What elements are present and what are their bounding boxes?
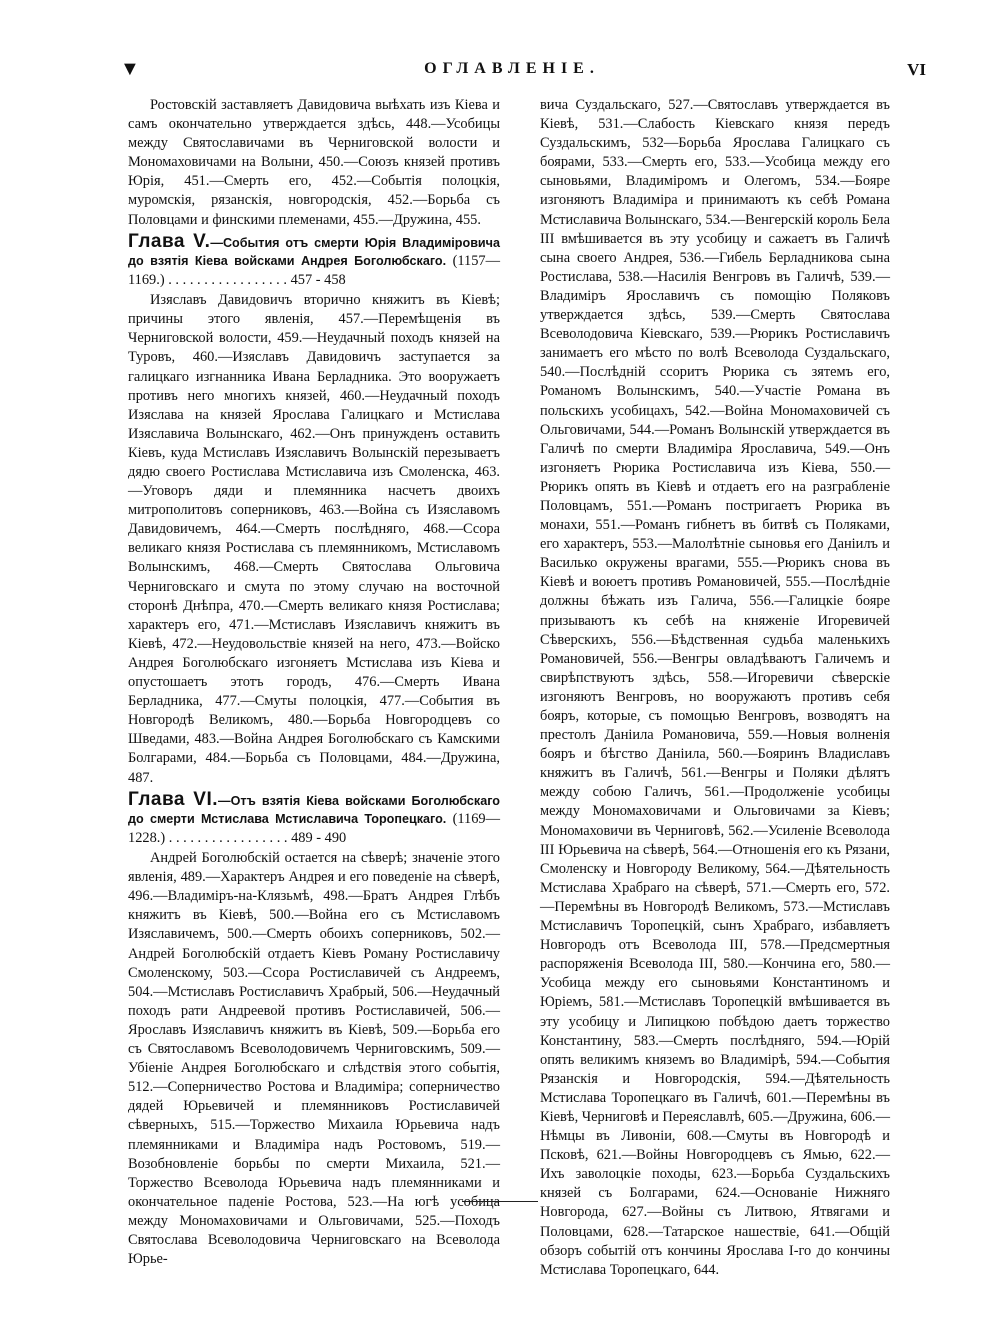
chapter-6-dates: (1169—1228.) bbox=[128, 811, 500, 846]
chapter-5-heading: Глава V.—События отъ смерти Юрія Владиміровича до взятія Кіева войсками Андрея Боголюбскаго. (1157—1169.) . . . . . . . . . . . . . . . . . 457 - 458 bbox=[128, 230, 500, 288]
right-column-text: вича Суздальскаго, 527.—Святославъ утверждается въ Кіевѣ, 531.—Слабость Кіевскаго князя передъ Суздальскимъ, 532—Борьба Ярослава Галицкаго съ боярами, 533.—Смерть его, 533.—Усобица между его сыновьями, Владиміромъ и Олегомъ, 534.—Бояре изгоняютъ Владиміра и принимаютъ къ себѣ Романа Мстиславича Волынскаго, 534.—Венгерскій король Бела III вмѣшивается въ эту усобицу и сажаетъ въ Галичѣ сына своего Андрея, 536.—Гибель Берладникова сына Ростислава, 538.—Насилія Венгровъ въ Галичѣ, 539.—Владиміръ Ярославичъ съ помощію Поляковъ утверждается здѣсь, 539.—Смерть Святослава Всеволодовича Кіевскаго, 539.—Рюрикъ Ростиславичъ занимаетъ его мѣсто по волѣ Всеволода Суздальскаго, 540.—Послѣдній ссоритъ Рюрика съ зятемъ его, Романомъ Волынскимъ, 540.—Участіе Романа въ польскихъ усобицахъ, 542.—Война Мономаховичей съ Ольговичами, 544.—Романъ Волынскій утверждается въ Галичѣ по смерти Владиміра Ярославича, 549.—Онъ изгоняетъ Рюрика Ростиславича изъ Кіева, 550.—Рюрикъ опять въ Кіевѣ и отдаетъ его на разграбленіе Половцамъ, 551.—Романъ постригаетъ Рюрика въ монахи, 551.—Романъ гибнетъ въ битвѣ съ Поляками, его характеръ, 553.—Малолѣтніе сыновья его Даніилъ и Василько окружены врагами, 555.—Рюрикъ снова въ Кіевѣ и воюетъ противъ Романовичей, 555.—Послѣдніе должны бѣжать изъ Галича, 556.—Галицкіе бояре призываютъ къ себѣ на княженіе Игоревичей Сѣверскихъ, 556.—Бѣдственная судьба маленькихъ Романовичей, 556.—Венгры овладѣваютъ Галичемъ и свирѣпствуютъ здѣсь, 558.—Игоревичи сѣверскіе изгоняютъ Венгровъ, но вооружаютъ противъ себя бояръ, которые, съ помощью Венгровъ, возводятъ на престолъ Даніила Романовича, 559.—Новыя волненія бояръ и бѣгство Даніила, 560.—Бояринъ Владиславъ княжитъ въ Галичѣ, 561.—Венгры и Поляки дѣлятъ между собою Галичъ, 561.—Продолженіе усобицы между Мономаховичами и Ольговичами за Кіевъ; Мономаховичи въ Черниговѣ, 562.—Усиленіе Всеволода III Юрьевича на сѣверѣ, 564.—Отношенія его къ Рязани, Смоленску и Новгороду Великому, 564.—Дѣятельность Мстислава Храбраго на сѣверѣ, 571.—Смерть его, 572.—Перемѣны въ Новгородѣ Великомъ, 573.—Мстиславъ Мстиславичъ Торопецкій, сынъ Храбраго, избавляетъ Новгородъ отъ Всеволода III, 578.—Предсмертныя распоряженія Всеволода III, 580.—Кончина его, 580.—Усобица между его сыновьями Константиномъ и Юріемъ, 581.—Мстиславъ Торопецкій вмѣшивается въ эту усобицу и Липицкою побѣдою даетъ торжество Константину, 583.—Смерть послѣдняго, 594.—Юрій опять великимъ княземъ во Владимірѣ, 594.—События Рязанскія и Новгородскія, 594.—Дѣятельность Мстислава Торопецкаго въ Галичѣ, 601.—Перемѣны въ Кіевѣ, Черниговѣ и Переяславлѣ, 605.—Дружина, 606.—Нѣмцы въ Ливоніи, 608.—Смуты въ Новгородѣ и Псковѣ, 621.—Войны Новгородцевъ съ Ямью, 622.—Ихъ заволоцкіе походы, 623.—Борьба Суздальскихъ князей съ Болгарами, 624.—Основаніе Нижняго Новгорода, 627.—Войны съ Литвою, Ятвягами и Половцами, 628.—Татарское нашествіе, 641.—Общій обзоръ событій отъ кончины Ярослава I-го до кончины Мстислава Торопецкаго, 644. bbox=[540, 97, 891, 1278]
chapter-5-dates: (1157—1169.) bbox=[128, 253, 500, 288]
chapter-5-title: —События отъ смерти Юрія Владиміровича до взятія Кіева войсками Андрея Боголюбскаго. bbox=[128, 235, 500, 269]
header-mark: ▼ bbox=[120, 58, 140, 80]
intro-paragraph: Ростовскій заставляетъ Давидовича выѣхать изъ Кіева и самъ окончательно утверждается здѣсь, 448.—Усобицы между Святославичами въ Черниговской волости и Мономаховичами на Волыни, 450.—Союзъ князей противъ Юрія, 451.—Смерть его, 452.—Событія полоцкія, муромскія, рязанскія, новгородскія, 452.—Борьба съ Половцами и финскими племенами, 455.—Дружина, 455. bbox=[128, 97, 500, 228]
chapter-5-pages: 457 - 458 bbox=[290, 271, 346, 288]
page-header bbox=[112, 58, 926, 88]
left-column bbox=[128, 96, 500, 1269]
chapter-6-heading: Глава VI.—Отъ взятія Кіева войсками Боголюбскаго до смерти Мстислава Мстиславича Торопецкаго. (1169—1228.) . . . . . . . . . . . . . . . . . 489 - 490 bbox=[128, 788, 500, 846]
page-number: VI bbox=[907, 60, 926, 79]
chapter-6-pages: 489 - 490 bbox=[291, 829, 347, 846]
chapter-5-text: Изяславъ Давидовичъ вторично княжитъ въ Кіевѣ; причины этого явленія, 457.—Перемѣщенія въ Черниговской волости, 459.—Неудачный походъ князей на Туровъ, 460.—Изяславъ Давидовичъ заступается за галицкаго изгнанника Ивана Берладника. Это вооружаетъ противъ него многихъ князей, 460.—Неудачный походъ Изяслава на князей Ярослава Галицкаго и Мстислава Изяславича Волынскаго, 462.—Онъ принужденъ оставить Кіевъ, куда Мстиславъ Изяславичъ Волынскій перезываетъ дядю своего Ростислава Мстиславича изъ Смоленска, 463.—Уговоръ дяди и племянника насчетъ двоихъ митрополитовъ соперниковъ, 463.—Война съ Изяславомъ Давидовичемъ, 464.—Смерть послѣдняго, 468.—Ссора великаго князя Ростислава съ племянникомъ, Мстиславомъ Волынскимъ, 468.—Смерть Святослава Ольговича Черниговскаго и смута по этому случаю на восточной сторонѣ Днѣпра, 470.—Смерть великаго князя Ростислава; характеръ его, 471.—Мстиславъ Изяславичъ княжитъ въ Кіевѣ, 472.—Неудовольствіе князей на него, 473.—Войско Андрея Боголюбскаго изгоняетъ Мстислава изъ Кіева и опустошаетъ этотъ городъ, 476.—Смерть Ивана Берладника, 477.—Смуты полоцкія, 477.—События въ Новгородѣ Великомъ, 480.—Борьба Новгородцевъ со Шведами, 483.—Война Андрея Боголюбскаго съ Камскими Болгарами, 484.—Борьба съ Половцами, 484.—Дружина, 487. bbox=[128, 292, 500, 786]
chapter-6-text: Андрей Боголюбскій остается на сѣверѣ; значеніе этого явленія, 489.—Характеръ Андрея и его поведеніе на сѣверѣ, 496.—Владиміръ-на-Клязьмѣ, 498.—Братъ Андрея Глѣбъ княжитъ въ Кіевѣ, 500.—Война его съ Мстиславомъ Изяславичемъ, 500.—Смерть обоихъ соперниковъ, 502.—Андрей Боголюбскій отдаетъ Кіевъ Роману Ростиславичу Смоленскому, 503.—Ссора Ростиславичей съ Андреемъ, 504.—Мстиславъ Ростиславичъ Храбрый, 506.—Неудачный походъ рати Андреевой противъ Ростиславичей, 506.—Ярославъ Изяславичъ княжитъ въ Кіевѣ, 509.—Борьба его съ Святославомъ Всеволодовичемъ Черниговскимъ, 509.—Убіеніе Андрея Боголюбскаго и слѣдствія этого событія, 512.—Соперничество Ростова и Владиміра; соперничество дядей Юрьевичей и племянниковъ Ростиславичей сѣверныхъ, 515.—Торжество Михаила Юрьевича надъ племянниками и Владиміра надъ Ростовомъ, 519.—Возобновленіе борьбы по смерти Михаила, 521.—Торжество Всеволода Юрьевича надъ племянниками и окончательное паденіе Ростова, 523.—На югѣ усобица между Мономаховичами и Ольговичами, 525.—Походъ Святослава Всеволодовича Черниговскаго на Всеволода Юрье- bbox=[128, 850, 500, 1268]
chapter-6-title: —Отъ взятія Кіева войсками Боголюбскаго до смерти Мстислава Мстиславича Торопецкаго. bbox=[128, 793, 500, 827]
right-column bbox=[540, 96, 890, 1280]
chapter-6-label: Глава VI. bbox=[128, 788, 219, 810]
closing-rule bbox=[462, 1201, 538, 1202]
page-title: ОГЛАВЛЕНІЕ. bbox=[424, 60, 600, 77]
chapter-5-label: Глава V. bbox=[128, 230, 211, 252]
